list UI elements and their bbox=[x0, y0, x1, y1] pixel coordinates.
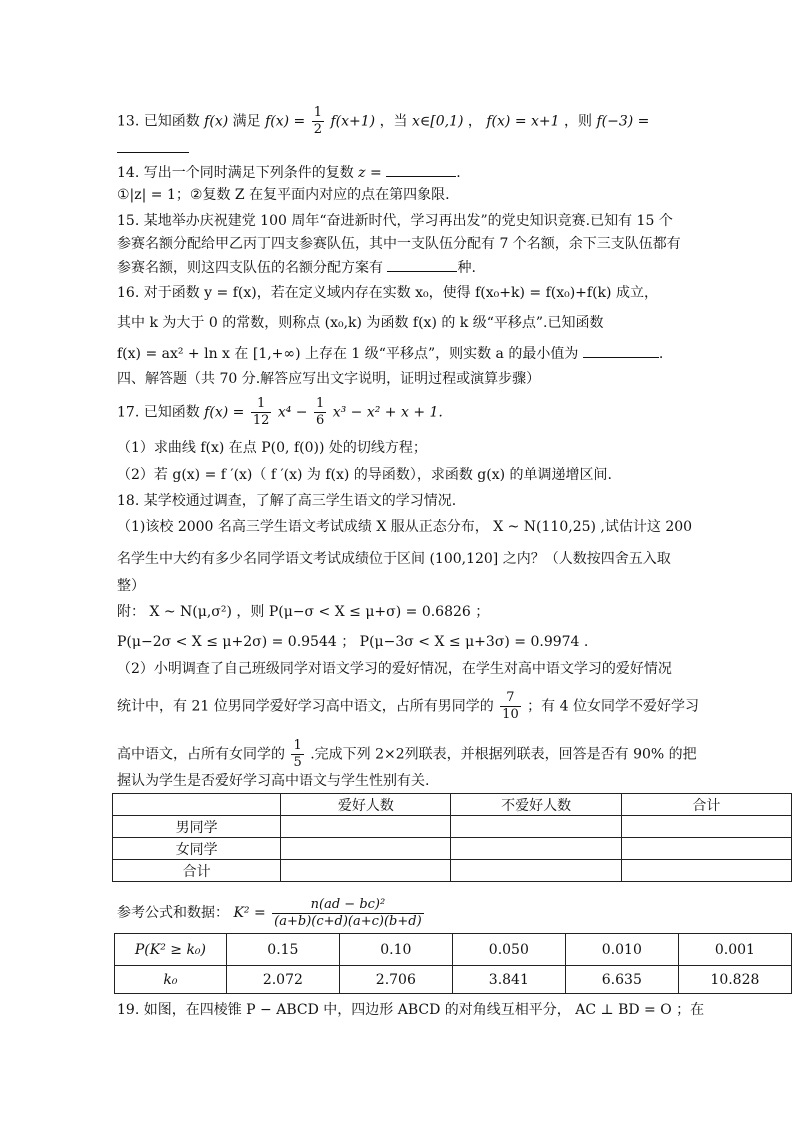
table-cell: 0.15 bbox=[226, 934, 339, 966]
table-cell: 0.10 bbox=[339, 934, 452, 966]
q16-answer-blank[interactable] bbox=[583, 343, 659, 358]
table-cell: 6.635 bbox=[565, 966, 678, 994]
q15-line3-text: 参赛名额，则这四支队伍的名额分配方案有 bbox=[117, 260, 383, 276]
table-cell: 0.050 bbox=[452, 934, 565, 966]
table-cell[interactable] bbox=[621, 860, 791, 882]
q17-term2: x³ − x² + x + 1. bbox=[332, 404, 443, 421]
q18-line10: 握认为学生是否爱好学习高中语文与学生性别有关. bbox=[117, 773, 430, 789]
table-cell[interactable] bbox=[281, 838, 451, 860]
q18-line8 bbox=[117, 690, 699, 723]
q17-line1 bbox=[117, 396, 443, 429]
table-cell: 0.001 bbox=[678, 934, 791, 966]
q17-fx: f(x) = bbox=[204, 404, 245, 421]
q14-end: . bbox=[456, 165, 461, 181]
q16-line1: 16. 对于函数 y = f(x)，若在定义域内存在实数 x₀，使得 f(x₀+k) = f(x₀)+f(k) 成立， bbox=[117, 285, 658, 301]
q13-fraction bbox=[312, 105, 324, 138]
q17-frac1-den: 12 bbox=[252, 413, 270, 428]
q15-line2: 参赛名额分配给甲乙丙丁四支参赛队伍，其中一支队伍分配有 7 个名额，余下三支队伍都有 bbox=[117, 236, 681, 252]
table-cell: 2.072 bbox=[226, 966, 339, 994]
q18-line8-end: ；有 4 位女同学不爱好学习 bbox=[527, 698, 699, 715]
q18-line8-text: 统计中，有 21 位男同学爱好学习高中语文，占所有男同学的 bbox=[117, 698, 494, 715]
q14-line1 bbox=[117, 162, 461, 183]
table-header-cell bbox=[113, 794, 281, 816]
table-header-cell: 不爱好人数 bbox=[451, 794, 621, 816]
table-row-label: k₀ bbox=[115, 966, 227, 994]
table-row bbox=[113, 838, 792, 860]
q17-frac1-num: 1 bbox=[251, 396, 272, 413]
q13-def: f(x) = x+1 bbox=[486, 113, 560, 130]
q18-line9 bbox=[117, 738, 697, 771]
q14-text: 14. 写出一个同时满足下列条件的复数 bbox=[117, 165, 354, 181]
q18-fraction-7-10 bbox=[500, 690, 521, 723]
q18-line2: （1)该校 2000 名高三学生语文考试成绩 X 服从正态分布， X ~ N(110,25) ,试估计这 200 bbox=[117, 519, 693, 535]
table-row bbox=[113, 860, 792, 882]
q15-line3-end: 种. bbox=[457, 260, 476, 276]
q13-cond: x∈[0,1) bbox=[412, 113, 464, 130]
q15-line1: 15. 某地举办庆祝建党 100 周年“奋进新时代，学习再出发”的党史知识竞赛.已知有 15 个 bbox=[117, 213, 673, 229]
q16-line2: 其中 k 为大于 0 的常数，则称点 (x₀,k) 为函数 f(x) 的 k 级“平移点”.已知函数 bbox=[117, 315, 604, 331]
formula-label: 参考公式和数据： bbox=[117, 905, 229, 921]
section-four-heading: 四、解答题（共 70 分.解答应写出文字说明，证明过程或演算步骤） bbox=[117, 371, 541, 387]
formula-fraction bbox=[272, 897, 424, 930]
q13-mid4: ，则 bbox=[564, 113, 592, 130]
q13-answer-line bbox=[117, 138, 189, 159]
table-cell: 3.841 bbox=[452, 966, 565, 994]
q18-line6: P(μ−2σ < X ≤ μ+2σ) = 0.9544 ； P(μ−3σ < X ≤ μ+3σ) = 0.9974 . bbox=[117, 634, 589, 650]
q18-fraction-1-5 bbox=[291, 738, 303, 771]
q14-answer-blank[interactable] bbox=[386, 162, 456, 177]
q15-line3 bbox=[117, 257, 476, 278]
q18-line5: 附： X ~ N(μ,σ²) ，则 P(μ−σ < X ≤ μ+σ) = 0.6826 ； bbox=[117, 604, 490, 620]
reference-formula bbox=[117, 893, 426, 933]
q18-frac2-den: 5 bbox=[293, 755, 302, 770]
q13-answer-blank[interactable] bbox=[117, 138, 189, 153]
table-cell: 0.010 bbox=[565, 934, 678, 966]
q13-line bbox=[117, 105, 649, 138]
table-cell[interactable] bbox=[281, 860, 451, 882]
q17-frac2-den: 6 bbox=[315, 413, 325, 428]
formula-numerator: n(ad − bc)² bbox=[272, 897, 424, 914]
table-row bbox=[113, 816, 792, 838]
q18-line4: 整） bbox=[117, 578, 145, 594]
q17-term1: x⁴ − bbox=[277, 404, 308, 421]
q14-var: z = bbox=[358, 165, 382, 181]
table-header-cell: 合计 bbox=[621, 794, 791, 816]
q18-line3: 名学生中大约有多少名同学语文考试成绩位于区间 (100,120] 之内？（人数按四舍五入取 bbox=[117, 551, 671, 567]
q13-prefix: 13. 已知函数 bbox=[117, 113, 200, 130]
q13-ask: f(−3) = bbox=[596, 113, 650, 130]
critical-value-table bbox=[114, 933, 792, 994]
table-cell[interactable] bbox=[621, 816, 791, 838]
q18-line7: （2）小明调查了自己班级同学对语文学习的爱好情况，在学生对高中语文学习的爱好情况 bbox=[117, 661, 672, 677]
q17-fraction-1 bbox=[251, 396, 272, 429]
table-cell[interactable] bbox=[281, 816, 451, 838]
q13-fx: f(x) bbox=[204, 113, 229, 130]
q18-line1: 18. 某学校通过调查，了解了高三学生语文的学习情况. bbox=[117, 493, 457, 509]
table-cell[interactable] bbox=[451, 860, 621, 882]
q17-prefix: 17. 已知函数 bbox=[117, 404, 200, 421]
q13-eq-right: f(x+1) bbox=[330, 113, 376, 130]
q16-line3-end: . bbox=[658, 346, 664, 362]
q18-frac-num: 7 bbox=[500, 690, 521, 707]
table-cell: 2.706 bbox=[339, 966, 452, 994]
q13-mid2: ，当 bbox=[379, 113, 408, 130]
q15-answer-blank[interactable] bbox=[387, 257, 457, 272]
q18-line9-text: 高中语文，占所有女同学的 bbox=[117, 746, 285, 763]
q13-frac-num: 1 bbox=[313, 105, 323, 120]
table-cell[interactable] bbox=[451, 816, 621, 838]
q16-line3-text: f(x) = ax² + ln x 在 [1,+∞) 上存在 1 级“平移点”，则实数 a 的最小值为 bbox=[117, 346, 579, 362]
table-header-cell: 爱好人数 bbox=[281, 794, 451, 816]
formula-lhs: K² = bbox=[233, 905, 266, 921]
table-row-label: P(K² ≥ k₀) bbox=[115, 934, 227, 966]
contingency-table bbox=[112, 793, 792, 882]
q19-line1: 19. 如图，在四棱锥 P − ABCD 中，四边形 ABCD 的对角线互相平分， AC ⊥ BD = O ；在 bbox=[117, 1002, 705, 1018]
table-cell: 10.828 bbox=[678, 966, 791, 994]
table-row bbox=[115, 934, 792, 966]
q17-frac2-num: 1 bbox=[315, 396, 325, 411]
q17-part1: （1）求曲线 f(x) 在点 P(0, f(0)) 处的切线方程； bbox=[117, 440, 427, 456]
q13-mid3: ， bbox=[467, 113, 482, 130]
formula-denominator: (a+b)(c+d)(a+c)(b+d) bbox=[274, 913, 422, 929]
table-row-label: 合计 bbox=[113, 860, 281, 882]
q17-fraction-2 bbox=[314, 396, 326, 429]
q13-frac-den: 2 bbox=[313, 122, 323, 137]
q18-line9-end: .完成下列 2×2列联表，并根据列联表，回答是否有 90% 的把 bbox=[310, 746, 697, 763]
q16-line3 bbox=[117, 343, 663, 364]
table-cell[interactable] bbox=[621, 838, 791, 860]
table-row-label: 女同学 bbox=[113, 838, 281, 860]
table-cell[interactable] bbox=[451, 838, 621, 860]
q13-mid1: 满足 bbox=[232, 113, 261, 130]
q13-eq-left: f(x) = bbox=[265, 113, 306, 130]
q17-part2: （2）若 g(x) = f ′(x)（ f ′(x) 为 f(x) 的导函数），求函数 g(x) 的单调递增区间. bbox=[117, 467, 612, 483]
q14-line2: ①|z| = 1；②复数 Z 在复平面内对应的点在第四象限. bbox=[117, 187, 450, 203]
q18-frac2-num: 1 bbox=[293, 738, 302, 753]
table-row-label: 男同学 bbox=[113, 816, 281, 838]
table-row bbox=[115, 966, 792, 994]
q18-frac-den: 10 bbox=[502, 707, 519, 722]
table-header-row bbox=[113, 794, 792, 816]
